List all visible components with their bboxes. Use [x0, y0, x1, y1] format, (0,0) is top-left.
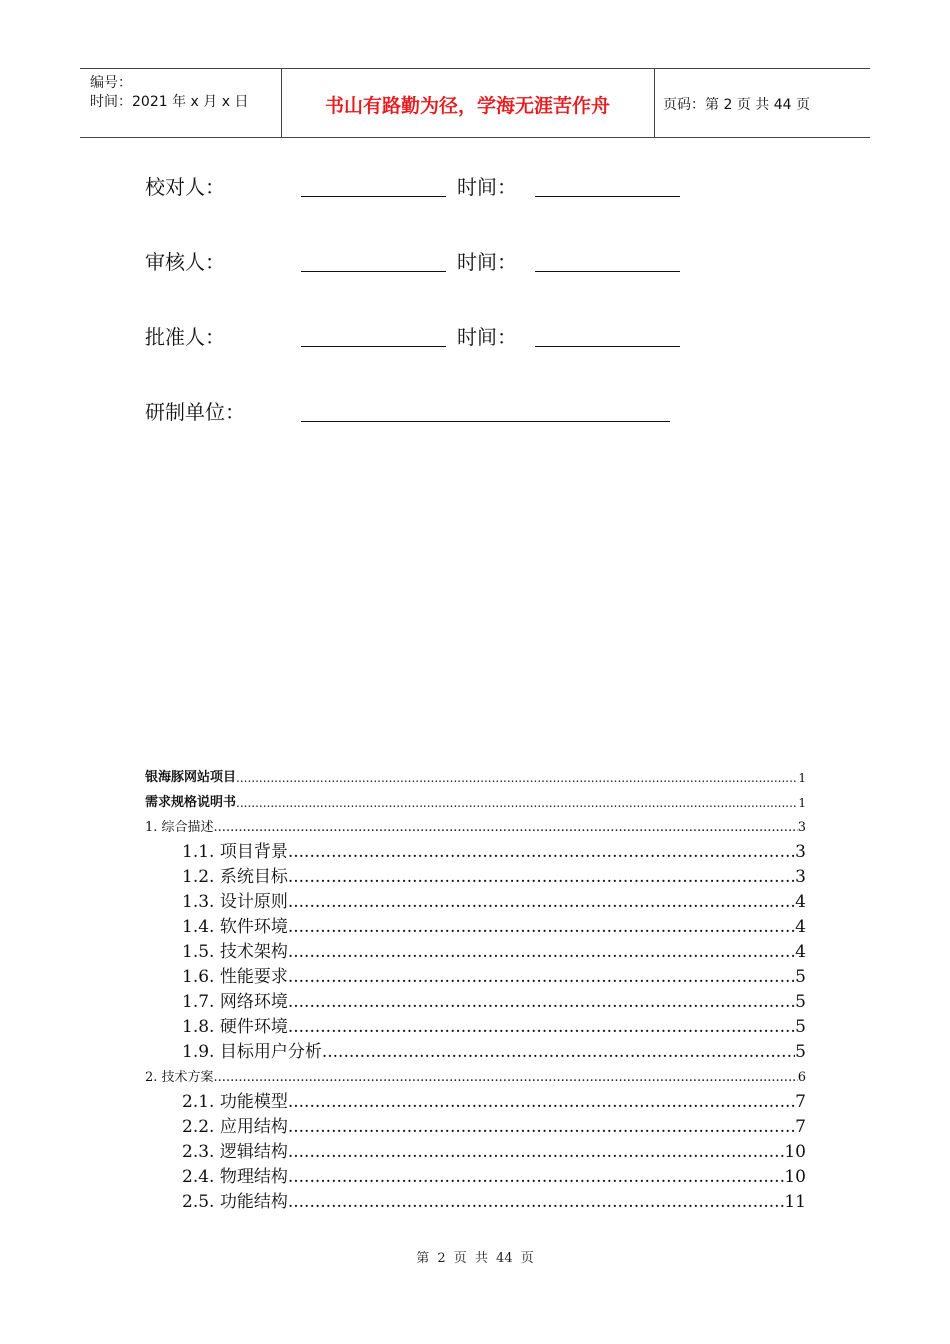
toc-entry[interactable]: [145, 763, 806, 788]
approver-label: 批准人：: [145, 325, 225, 349]
header-page-info: 页码：第 2 页 共 44 页: [663, 97, 810, 113]
toc-entry-title: 需求规格说明书: [145, 795, 237, 810]
toc-entry-page: 4: [795, 917, 806, 937]
reviewer-time-line: [535, 271, 680, 272]
toc-entry[interactable]: [145, 1138, 806, 1163]
toc-dot-leader: [288, 966, 795, 988]
toc-entry-title: 2.5. 功能结构: [182, 1192, 288, 1212]
approver-signature-line: [301, 346, 446, 347]
toc-dot-leader: [236, 793, 798, 813]
toc-entry[interactable]: [145, 1038, 806, 1063]
page-footer: 第 2 页 共 44 页: [416, 1251, 534, 1266]
toc-entry-page: 11: [784, 1192, 806, 1212]
toc-entry-page: 6: [797, 1070, 806, 1085]
doc-time-label: 时间：2021 年 x 月 x 日: [90, 94, 249, 110]
toc-entry-title: 2.1. 功能模型: [182, 1092, 288, 1112]
toc-entry[interactable]: [145, 963, 806, 988]
toc-entry[interactable]: [145, 1013, 806, 1038]
reviewer-signature-line: [301, 271, 446, 272]
toc-entry-title: 1.4. 软件环境: [182, 917, 288, 937]
toc-entry-page: 5: [795, 1042, 806, 1062]
toc-entry[interactable]: [145, 788, 806, 813]
toc-entry-title: 1.8. 硬件环境: [182, 1017, 288, 1037]
toc-entry-page: 10: [784, 1142, 806, 1162]
toc-entry-page: 1: [798, 796, 806, 810]
toc-entry-title: 1.7. 网络环境: [182, 992, 288, 1012]
toc-dot-leader: [288, 841, 795, 863]
toc-dot-leader: [288, 916, 795, 938]
toc-dot-leader: [288, 1091, 795, 1113]
toc-entry[interactable]: [145, 1113, 806, 1138]
toc-entry[interactable]: [145, 1163, 806, 1188]
header-meta-cell: [80, 69, 282, 137]
toc-dot-leader: [288, 866, 795, 888]
table-of-contents: [145, 763, 806, 1213]
toc-dot-leader: [214, 1068, 798, 1088]
toc-entry-page: 5: [795, 1017, 806, 1037]
toc-entry-title: 1.6. 性能要求: [182, 967, 288, 987]
toc-entry-page: 3: [795, 867, 806, 887]
toc-entry-title: 1. 综合描述: [145, 820, 214, 835]
toc-entry-page: 10: [784, 1167, 806, 1187]
reviewer-time-label: 时间：: [457, 250, 517, 274]
proofreader-signature-line: [301, 196, 446, 197]
toc-entry-title: 2.3. 逻辑结构: [182, 1142, 288, 1162]
toc-entry[interactable]: [145, 1088, 806, 1113]
toc-entry-title: 1.3. 设计原则: [182, 892, 288, 912]
header-motto-cell: [281, 69, 655, 137]
toc-entry-page: 7: [795, 1117, 806, 1137]
toc-entry-page: 4: [795, 892, 806, 912]
page-header: [80, 68, 870, 138]
toc-entry-title: 2.2. 应用结构: [182, 1117, 288, 1137]
toc-dot-leader: [288, 1141, 785, 1163]
toc-entry[interactable]: [145, 813, 806, 838]
toc-entry-title: 1.1. 项目背景: [182, 842, 288, 862]
toc-entry-title: 银海豚网站项目: [145, 770, 237, 785]
approver-time-label: 时间：: [457, 325, 517, 349]
header-page-cell: [655, 69, 870, 137]
toc-entry-title: 2. 技术方案: [145, 1070, 214, 1085]
toc-entry-page: 5: [795, 967, 806, 987]
proofreader-time-label: 时间：: [457, 175, 517, 199]
toc-entry-title: 1.5. 技术架构: [182, 942, 288, 962]
proofreader-label: 校对人：: [145, 175, 225, 199]
reviewer-label: 审核人：: [145, 250, 225, 274]
toc-entry-page: 5: [795, 992, 806, 1012]
toc-entry-page: 7: [795, 1092, 806, 1112]
proofreader-time-line: [535, 196, 680, 197]
toc-entry[interactable]: [145, 938, 806, 963]
toc-entry-page: 3: [797, 820, 806, 835]
toc-dot-leader: [288, 941, 795, 963]
toc-dot-leader: [288, 991, 795, 1013]
toc-dot-leader: [288, 1016, 795, 1038]
doc-number-label: 编号：: [90, 75, 132, 91]
toc-entry[interactable]: [145, 913, 806, 938]
toc-dot-leader: [322, 1041, 795, 1063]
toc-dot-leader: [288, 1116, 795, 1138]
toc-entry-title: 2.4. 物理结构: [182, 1167, 288, 1187]
toc-entry[interactable]: [145, 988, 806, 1013]
toc-entry[interactable]: [145, 838, 806, 863]
toc-dot-leader: [214, 818, 798, 838]
toc-entry-page: 1: [798, 771, 806, 785]
unit-label: 研制单位：: [145, 400, 245, 424]
toc-dot-leader: [288, 891, 795, 913]
toc-entry-title: 1.9. 目标用户分析: [182, 1042, 322, 1062]
toc-entry[interactable]: [145, 1063, 806, 1088]
header-motto: 书山有路勤为径，学海无涯苦作舟: [324, 95, 610, 117]
toc-entry[interactable]: [145, 863, 806, 888]
approver-time-line: [535, 346, 680, 347]
toc-entry-page: 4: [795, 942, 806, 962]
unit-line: [301, 421, 670, 422]
toc-entry-title: 1.2. 系统目标: [182, 867, 288, 887]
toc-dot-leader: [236, 768, 798, 788]
toc-entry[interactable]: [145, 1188, 806, 1213]
toc-dot-leader: [288, 1191, 785, 1213]
toc-entry-page: 3: [795, 842, 806, 862]
toc-dot-leader: [288, 1166, 785, 1188]
toc-entry[interactable]: [145, 888, 806, 913]
